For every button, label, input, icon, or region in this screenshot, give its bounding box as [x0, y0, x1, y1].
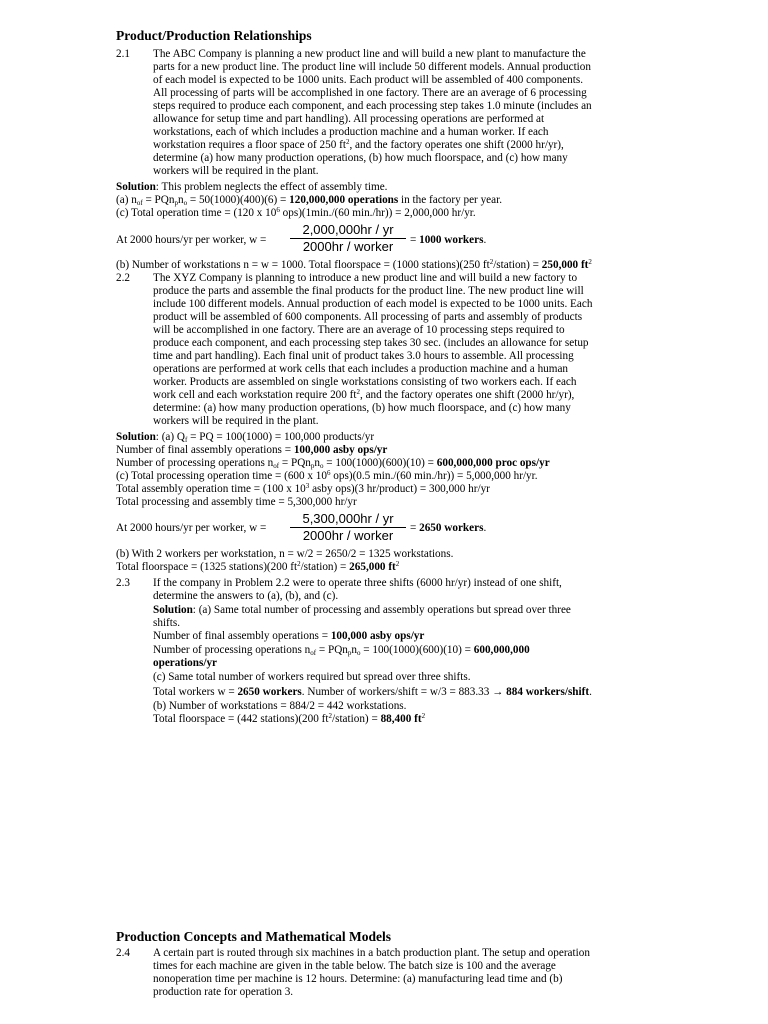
solution-line: Solution: (a) Same total number of processing and assembly operations but spread over three — [153, 604, 571, 616]
problem-text: All processing of parts will be accomplished in one factory. There are an average of 6 processing — [153, 87, 587, 99]
solution-line: Number of processing operations $n_{of} = PQn_pn_o = 100(1000)(600)(10) = 600,000,000$ proc ops/yr — [116, 457, 550, 470]
problem-text: allowance for setup time and part handling). All processing operations are performed at — [153, 113, 545, 125]
problem-text: time and part handling). Each final unit of product takes 3.0 hours to assemble. All processing — [153, 350, 574, 362]
solution-line: (c) Total processing operation time = (600 x $10^6$ ops)(0.5 min./(60 min./hr)) = 5,000,000 hr/yr. — [116, 469, 538, 482]
problem-number: 2.4 — [116, 947, 130, 959]
problem-text: of each model is expected to be 1000 units. Each product will be assembled of 400 components. — [153, 74, 583, 86]
problem-text: workers will be required in the plant. — [153, 165, 319, 177]
solution-line: Total processing and assembly time = 5,300,000 hr/yr — [116, 496, 357, 508]
section-heading: Product/Production Relationships — [116, 28, 312, 43]
solution-line: operations/yr — [153, 657, 218, 669]
solution-line: Number of final assembly operations = 100,000 asby ops/yr — [153, 630, 425, 642]
fraction — [290, 222, 406, 255]
problem-text: production rate for operation 3. — [153, 986, 294, 998]
solution-line: Number of processing operations $n_{of} = PQn_pn_o = 100(1000)(600)(10) = 600,000,000$ — [153, 644, 530, 657]
problem-text: The ABC Company is planning a new product line and will build a new plant to manufacture the — [153, 48, 586, 60]
problem-text: nonoperation time per machine is 12 hours. Determine: (a) manufacturing lead time and (b) — [153, 973, 563, 985]
solution-line: Solution: (a) $Q_f$ = PQ = 100(1000) = 100,000 products/yr — [116, 431, 375, 444]
section-heading: Production Concepts and Mathematical Models — [116, 929, 391, 944]
solution-line: Solution: This problem neglects the effect of assembly time. — [116, 181, 388, 193]
problem-text: If the company in Problem 2.2 were to operate three shifts (6000 hr/yr) instead of one shift, — [153, 577, 562, 589]
formula-result: = 1000 workers. — [410, 234, 487, 246]
solution-line: (b) Number of workstations = 884/2 = 442 workstations. — [153, 700, 407, 712]
problem-text: workstation requires a floor space of 250 $ft^2$, and the factory operates one shift (2000 hr/yr), — [153, 138, 564, 151]
problem-text: determine: (a) how many production operations, (b) how much floorspace, and (c) how many — [153, 402, 571, 414]
problem-text: work cell and each workstation require 200 $ft^2$, and the factory operates one shift (2000 hr/yr), — [153, 388, 575, 401]
problem-number: 2.1 — [116, 48, 130, 60]
fraction — [290, 511, 406, 544]
fraction-denominator: 2000hr / worker — [302, 528, 394, 543]
problem-number: 2.3 — [116, 577, 130, 589]
problem-text: worker. Products are assembled on single workstations consisting of two workers each. If each — [153, 376, 577, 388]
problem-text: determine the answers to (a), (b), and (c). — [153, 590, 339, 602]
problem-text: workers will be required in the plant. — [153, 415, 319, 427]
solution-line: Total floorspace = (1325 stations)(200 $ft^2/station) = 265,000$ $ft^2$ — [116, 560, 400, 573]
problem-text: determine (a) how many production operations, (b) how much floorspace, and (c) how many — [153, 152, 568, 164]
solution-line: Total floorspace = (442 stations)(200 $ft^2/station) = 88,400$ $ft^2$ — [153, 712, 426, 725]
problem-text: workstations, each of which includes a production machine and a human worker. If each — [153, 126, 549, 138]
formula-label: At 2000 hours/yr per worker, w = — [116, 234, 267, 246]
problem-text: A certain part is routed through six machines in a batch production plant. The setup and operation — [153, 947, 590, 959]
problem-text: operations are performed at work cells that each includes a production machine and a human — [153, 363, 569, 375]
fraction-numerator: 2,000,000hr / yr — [290, 222, 406, 239]
problem-number: 2.2 — [116, 272, 130, 284]
solution-line: Total assembly operation time = (100 x $10^3$ asby ops)(3 hr/product) = 300,000 hr/yr — [116, 482, 490, 495]
solution-line: Number of final assembly operations = 100,000 asby ops/yr — [116, 444, 388, 456]
solution-line: shifts. — [153, 617, 181, 629]
solution-line: (b) Number of workstations n = w = 1000. Total floorspace = (1000 stations)(250 $ft^2/station) = 250,000$ $ft^2$ — [116, 258, 592, 271]
formula-label: At 2000 hours/yr per worker, w = — [116, 522, 267, 534]
problem-text: parts for a new product line. The product line will include 50 different models. Annual production — [153, 61, 591, 73]
formula-result: = 2650 workers. — [410, 522, 487, 534]
problem-text: produce each component, and each processing step takes 30 sec. (includes an allowance for setup — [153, 337, 589, 349]
solution-line: (a) $n_{of} = PQn_pn_o = 50(1000)(400)(6) = 120,000,000$ operations in the factory per year. — [116, 194, 502, 207]
solution-line: (c) Same total number of workers required but spread over three shifts. — [153, 671, 471, 683]
problem-text: steps required to produce each component, and each processing step takes 1.0 minute (includes an — [153, 100, 592, 112]
problem-text: produce the parts and assemble the final products for the product line. The new product line will — [153, 285, 584, 297]
solution-line: (c) Total operation time = (120 x $10^6$ ops)(1min./(60 min./hr)) = 2,000,000 hr/yr. — [116, 206, 476, 219]
solution-line: (b) With 2 workers per workstation, n = w/2 = 2650/2 = 1325 workstations. — [116, 548, 454, 560]
problem-text: times for each machine are given in the table below. The batch size is 100 and the average — [153, 960, 556, 972]
fraction-denominator: 2000hr / worker — [302, 239, 394, 254]
problem-text: will be accomplished in one factory. There are an average of 10 processing steps required to — [153, 324, 565, 336]
solution-line: Total workers w = 2650 workers. Number of workers/shift = w/3 = 883.33 → 884 workers/shift. — [153, 686, 592, 698]
problem-text: product will be assembled of 600 components. All processing of parts and assembly of products — [153, 311, 583, 323]
problem-text: include 100 different models. Annual production of each model is expected to be 1000 units. Each — [153, 298, 593, 310]
problem-text: The XYZ Company is planning to introduce a new product line and will build a new factory to — [153, 272, 578, 284]
fraction-numerator: 5,300,000hr / yr — [290, 511, 406, 528]
